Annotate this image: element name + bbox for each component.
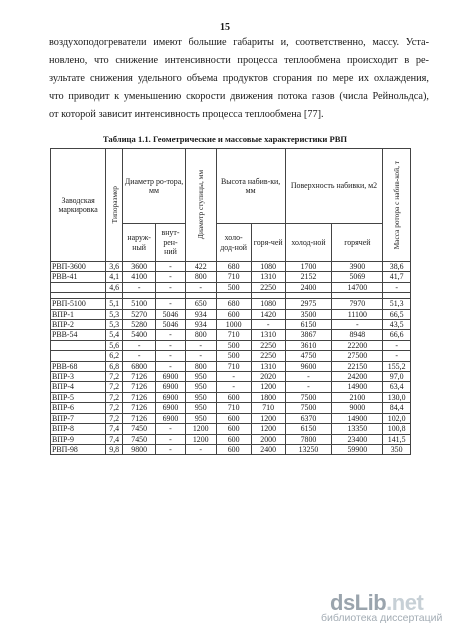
- table-cell: 3900: [332, 262, 383, 272]
- table-row: [51, 351, 411, 361]
- table-cell: 5280: [123, 320, 156, 330]
- table-cell: 23400: [332, 434, 383, 444]
- table-cell: 1310: [251, 330, 285, 340]
- table-cell: 102,0: [383, 413, 411, 423]
- table-cell: РВВ-54: [51, 330, 106, 340]
- table-row: [51, 361, 411, 371]
- table-cell: 350: [383, 444, 411, 454]
- table-cell: ВПР-5: [51, 392, 106, 402]
- table-cell: 710: [216, 330, 251, 340]
- table-row: [51, 372, 411, 382]
- table-cell: 7126: [123, 392, 156, 402]
- table-cell: 5270: [123, 309, 156, 319]
- table-cell: 6,8: [106, 361, 123, 371]
- table-caption: Таблица 1.1. Геометрические и массовые характеристики РВП: [102, 134, 348, 144]
- table-cell: 5,3: [106, 320, 123, 330]
- table-cell: 130,0: [383, 392, 411, 402]
- table-cell: 7,2: [106, 413, 123, 423]
- header-hub-diameter: Диаметр ступицы, мм: [185, 149, 216, 262]
- table-cell: 7800: [285, 434, 332, 444]
- table-cell: 5069: [332, 272, 383, 282]
- table-cell: -: [156, 299, 186, 309]
- table-cell: 51,3: [383, 299, 411, 309]
- table-cell: 650: [185, 299, 216, 309]
- table-cell: 9000: [332, 403, 383, 413]
- table-row: [51, 444, 411, 454]
- table-cell: 41,7: [383, 272, 411, 282]
- table-cell: 6800: [123, 361, 156, 371]
- table-cell: 4750: [285, 351, 332, 361]
- table-cell: -: [285, 382, 332, 392]
- table-cell: -: [156, 424, 186, 434]
- table-row: [51, 272, 411, 282]
- table-cell: 63,4: [383, 382, 411, 392]
- table-cell: 1200: [251, 382, 285, 392]
- table-cell: -: [123, 351, 156, 361]
- table-cell: 7,2: [106, 382, 123, 392]
- table-cell: 950: [185, 372, 216, 382]
- table-cell: 500: [216, 340, 251, 350]
- table-cell: 950: [185, 382, 216, 392]
- table-cell: 1310: [251, 272, 285, 282]
- table-cell: -: [185, 444, 216, 454]
- table-cell: РВП-5100: [51, 299, 106, 309]
- table-row: [51, 330, 411, 340]
- table-cell: 6370: [285, 413, 332, 423]
- header-marking: Заводская маркировка: [51, 149, 106, 262]
- table-cell: -: [156, 340, 186, 350]
- table-cell: 7500: [285, 403, 332, 413]
- table-cell: 710: [216, 272, 251, 282]
- table-cell: ВПР-7: [51, 413, 106, 423]
- table-cell: 600: [216, 434, 251, 444]
- table-cell: [51, 340, 106, 350]
- table-cell: 2400: [285, 282, 332, 292]
- table-cell: -: [156, 351, 186, 361]
- table-cell: 6900: [156, 392, 186, 402]
- table-cell: -: [156, 434, 186, 444]
- table-cell: 3600: [123, 262, 156, 272]
- table-cell: ВПР-4: [51, 382, 106, 392]
- table-cell: 950: [185, 413, 216, 423]
- table-cell: 22150: [332, 361, 383, 371]
- table-cell: 5400: [123, 330, 156, 340]
- table-cell: 9600: [285, 361, 332, 371]
- table-cell: 7500: [285, 392, 332, 402]
- table-cell: -: [156, 272, 186, 282]
- paragraph-line: что приводит к уменьшению скорости движения потока газов (числа Рейнольдса),: [49, 91, 429, 102]
- table-cell: 2250: [251, 351, 285, 361]
- table-cell: 4,6: [106, 282, 123, 292]
- table-cell: -: [123, 282, 156, 292]
- table-cell: 3,6: [106, 262, 123, 272]
- table-cell: РВП-3600: [51, 262, 106, 272]
- table-cell: 7,2: [106, 372, 123, 382]
- table-row: [51, 382, 411, 392]
- table-cell: 22200: [332, 340, 383, 350]
- table-row: [51, 320, 411, 330]
- header-surface-hot: горячей: [332, 224, 383, 262]
- table-cell: 7450: [123, 424, 156, 434]
- table-cell: 7,2: [106, 392, 123, 402]
- table-cell: -: [185, 340, 216, 350]
- table-cell: 66,5: [383, 309, 411, 319]
- table-cell: 14900: [332, 413, 383, 423]
- table-cell: 5046: [156, 320, 186, 330]
- table-cell: 6900: [156, 372, 186, 382]
- table-cell: 2100: [332, 392, 383, 402]
- header-rotor-outer: наруж-ный: [123, 224, 156, 262]
- table-row: [51, 309, 411, 319]
- table-cell: 950: [185, 392, 216, 402]
- table-cell: 1800: [251, 392, 285, 402]
- table-cell: 7970: [332, 299, 383, 309]
- table-cell: 7126: [123, 403, 156, 413]
- table-cell: 710: [251, 403, 285, 413]
- table-cell: -: [185, 282, 216, 292]
- table-cell: -: [156, 330, 186, 340]
- header-rotor-diameter: Диаметр ро-тора, мм: [123, 149, 186, 224]
- table-cell: 600: [216, 413, 251, 423]
- table-cell: 7,4: [106, 434, 123, 444]
- table-cell: 710: [216, 361, 251, 371]
- table-cell: 66,6: [383, 330, 411, 340]
- table-cell: 1310: [251, 361, 285, 371]
- table-cell: 1420: [251, 309, 285, 319]
- table-cell: 2000: [251, 434, 285, 444]
- table-row: [51, 392, 411, 402]
- table-cell: 8948: [332, 330, 383, 340]
- table-cell: 6900: [156, 413, 186, 423]
- table-cell: 24200: [332, 372, 383, 382]
- table-cell: 14900: [332, 382, 383, 392]
- table-cell: 800: [185, 330, 216, 340]
- table-cell: 97,0: [383, 372, 411, 382]
- table-cell: -: [156, 444, 186, 454]
- table-cell: 9800: [123, 444, 156, 454]
- table-cell: ВПР-3: [51, 372, 106, 382]
- table-cell: 2975: [285, 299, 332, 309]
- table-cell: 59900: [332, 444, 383, 454]
- table-cell: 5100: [123, 299, 156, 309]
- table-cell: -: [285, 372, 332, 382]
- table-cell: 2152: [285, 272, 332, 282]
- table-cell: ВПР-6: [51, 403, 106, 413]
- header-packing-height: Высота набив-ки, мм: [216, 149, 285, 224]
- header-rotor-mass: Масса ротора с набив-кой, т: [383, 149, 411, 262]
- table-cell: 100,8: [383, 424, 411, 434]
- table-cell: 9,8: [106, 444, 123, 454]
- table-cell: 1080: [251, 262, 285, 272]
- table-cell: 1200: [185, 434, 216, 444]
- table-cell: 5,6: [106, 340, 123, 350]
- table-cell: 6900: [156, 403, 186, 413]
- table-cell: -: [251, 320, 285, 330]
- table-cell: 600: [216, 444, 251, 454]
- table-cell: 934: [185, 320, 216, 330]
- paragraph-line: от которой зависит интенсивность процесса теплообмена [77].: [49, 109, 324, 120]
- header-rotor-inner: внут-рен-ний: [156, 224, 186, 262]
- table-cell: 422: [185, 262, 216, 272]
- table-row: [51, 413, 411, 423]
- table-cell: -: [156, 361, 186, 371]
- table-cell: 800: [185, 272, 216, 282]
- table-cell: 710: [216, 403, 251, 413]
- table-cell: -: [123, 340, 156, 350]
- table-cell: 5,3: [106, 309, 123, 319]
- table-cell: 680: [216, 299, 251, 309]
- table-cell: 500: [216, 282, 251, 292]
- table-cell: -: [383, 340, 411, 350]
- table-cell: -: [383, 282, 411, 292]
- watermark-tld: .net: [386, 590, 424, 615]
- table-cell: -: [156, 282, 186, 292]
- table-cell: [51, 282, 106, 292]
- table-cell: 3610: [285, 340, 332, 350]
- table-cell: РВП-98: [51, 444, 106, 454]
- table-cell: 5046: [156, 309, 186, 319]
- watermark-brand: dsLib: [330, 590, 387, 615]
- table-cell: 27500: [332, 351, 383, 361]
- paragraph-line: новлено, что снижение интенсивности процесса теплообмена происходит в ре-: [49, 55, 429, 66]
- header-size: Типоразмер: [106, 149, 123, 262]
- table-cell: 1200: [251, 413, 285, 423]
- table-cell: 155,2: [383, 361, 411, 371]
- table-cell: 43,5: [383, 320, 411, 330]
- table-row: [51, 424, 411, 434]
- table-cell: 1700: [285, 262, 332, 272]
- table-cell: 600: [216, 309, 251, 319]
- table-cell: 84,4: [383, 403, 411, 413]
- table-cell: 5,1: [106, 299, 123, 309]
- table-cell: 4100: [123, 272, 156, 282]
- table-cell: 1080: [251, 299, 285, 309]
- table-cell: 14700: [332, 282, 383, 292]
- table-cell: -: [383, 351, 411, 361]
- table-cell: 3500: [285, 309, 332, 319]
- paragraph-line: зультате снижения удельного объема продуктов сгорания по мере их охлаждения,: [49, 73, 429, 84]
- table-cell: 600: [216, 392, 251, 402]
- table-cell: 13350: [332, 424, 383, 434]
- table-cell: 2400: [251, 444, 285, 454]
- table-cell: 800: [185, 361, 216, 371]
- table-cell: ВПР-8: [51, 424, 106, 434]
- table-cell: ВПР-2: [51, 320, 106, 330]
- table-cell: 13250: [285, 444, 332, 454]
- watermark-logo: [321, 590, 443, 624]
- table-cell: 934: [185, 309, 216, 319]
- header-packing-hot: горя-чей: [251, 224, 285, 262]
- table-cell: 7126: [123, 382, 156, 392]
- table-cell: -: [216, 372, 251, 382]
- table-row: [51, 282, 411, 292]
- page-number: 15: [220, 22, 230, 33]
- table-cell: 6900: [156, 382, 186, 392]
- table-cell: 2250: [251, 282, 285, 292]
- table-cell: -: [185, 351, 216, 361]
- table-cell: 1200: [185, 424, 216, 434]
- table-cell: 38,6: [383, 262, 411, 272]
- table-cell: 6,2: [106, 351, 123, 361]
- table-cell: 500: [216, 351, 251, 361]
- header-packing-surface: Поверхность набивки, м2: [285, 149, 383, 224]
- characteristics-table: [50, 148, 411, 455]
- table-cell: 3867: [285, 330, 332, 340]
- header-surface-cold: холод-ной: [285, 224, 332, 262]
- table-cell: 7,2: [106, 403, 123, 413]
- table-cell: -: [156, 262, 186, 272]
- table-row: [51, 262, 411, 272]
- table-cell: 5,4: [106, 330, 123, 340]
- table-row: [51, 340, 411, 350]
- table-cell: 600: [216, 424, 251, 434]
- table-cell: 141,5: [383, 434, 411, 444]
- paragraph-line: воздухоподогреватели имеют большие габариты и, соответственно, массу. Уста-: [49, 37, 429, 48]
- table-cell: 7126: [123, 413, 156, 423]
- table-cell: ВПР-1: [51, 309, 106, 319]
- table-row: [51, 299, 411, 309]
- table-cell: 1200: [251, 424, 285, 434]
- table-cell: 950: [185, 403, 216, 413]
- table-cell: 7450: [123, 434, 156, 444]
- table-cell: РВВ-68: [51, 361, 106, 371]
- table-cell: РВВ-41: [51, 272, 106, 282]
- table-cell: 2020: [251, 372, 285, 382]
- table-cell: 680: [216, 262, 251, 272]
- table-cell: 4,1: [106, 272, 123, 282]
- table-cell: 7,4: [106, 424, 123, 434]
- table-row: [51, 434, 411, 444]
- table-cell: 6150: [285, 320, 332, 330]
- table-row: [51, 403, 411, 413]
- body-paragraph: [49, 34, 429, 124]
- watermark-subtitle: библиотека диссертаций: [321, 612, 443, 624]
- table-cell: ВПР-9: [51, 434, 106, 444]
- table-cell: [51, 351, 106, 361]
- table-cell: 7126: [123, 372, 156, 382]
- table-cell: 11100: [332, 309, 383, 319]
- table-cell: 2250: [251, 340, 285, 350]
- table-cell: -: [216, 382, 251, 392]
- table-cell: -: [332, 320, 383, 330]
- table-cell: 6150: [285, 424, 332, 434]
- table-cell: 1000: [216, 320, 251, 330]
- header-packing-cold: холо-дод-ной: [216, 224, 251, 262]
